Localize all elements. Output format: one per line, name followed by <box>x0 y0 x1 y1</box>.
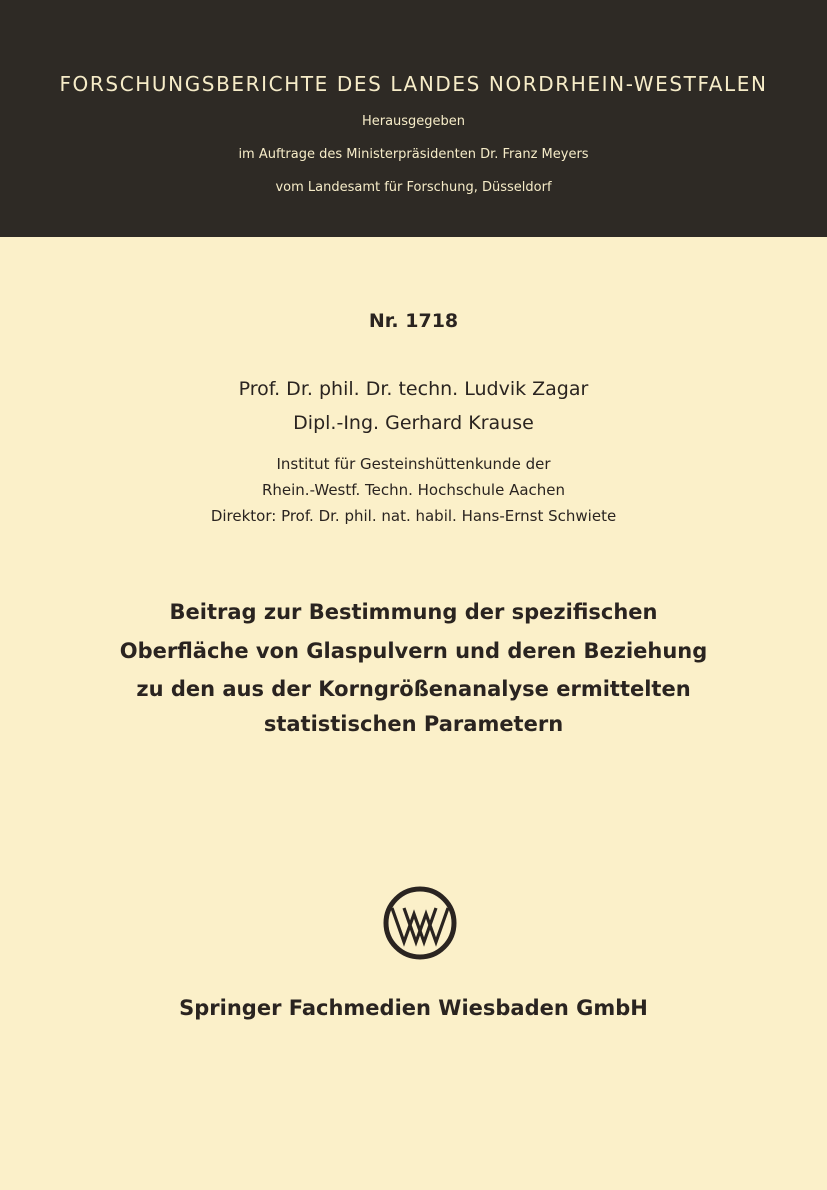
institute-line-1: Institut für Gesteinshüttenkunde der <box>276 455 551 473</box>
title-line-4: statistischen Parametern <box>263 712 564 736</box>
institute-director: Direktor: Prof. Dr. phil. nat. habil. Hans-Ernst Schwiete <box>210 507 617 525</box>
author-2: Dipl.-Ing. Gerhard Krause <box>293 412 534 434</box>
institute-line-2: Rhein.-Westf. Techn. Hochschule Aachen <box>261 481 566 499</box>
report-number: Nr. 1718 <box>368 310 459 332</box>
series-title: FORSCHUNGSBERICHTE DES LANDES NORDRHEIN-WESTFALEN <box>59 72 768 96</box>
title-line-2: Oberfläche von Glaspulvern und deren Beziehung <box>119 639 708 663</box>
header-line-commission: im Auftrage des Ministerpräsidenten Dr. Franz Meyers <box>238 147 589 162</box>
publisher: Springer Fachmedien Wiesbaden GmbH <box>179 996 648 1020</box>
header-line-office: vom Landesamt für Forschung, Düsseldorf <box>275 180 552 195</box>
author-1: Prof. Dr. phil. Dr. techn. Ludvik Zagar <box>238 378 589 400</box>
series-header-band <box>0 0 827 237</box>
springer-ww-logo-icon <box>383 886 457 960</box>
title-line-1: Beitrag zur Bestimmung der spezifischen <box>169 600 658 624</box>
header-line-published: Herausgegeben <box>361 114 466 129</box>
title-line-3: zu den aus der Korngrößenanalyse ermittelten <box>136 677 691 701</box>
